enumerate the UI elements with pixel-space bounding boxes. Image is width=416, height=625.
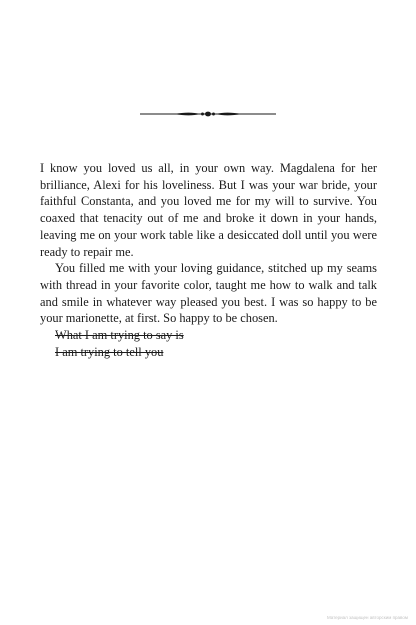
ornament-divider (140, 108, 276, 120)
struck-line-1: What I am trying to say is (55, 328, 184, 343)
body-text (40, 160, 377, 360)
paragraph-1: I know you loved us all, in your own way. Magdalena for her brilliance, Alexi for his loveliness. But I was your war bride, your faithful Constanta, and you loved me for my will to survive. You coaxed that tenacity out of me and broke it down in your hands, leaving me on your work table like a desiccated doll until you were ready to repair me. (40, 161, 377, 259)
paragraph-2: You filled me with your loving guidance, stitched up my seams with thread in your favorite color, taught me how to walk and talk and smile in whatever way pleased you best. I was so happy to be your marionette, at first. So happy to be chosen. (40, 261, 377, 326)
struck-line-2: I am trying to tell you (55, 344, 164, 359)
copyright-watermark: Материал защищен авторским правом (326, 615, 408, 620)
